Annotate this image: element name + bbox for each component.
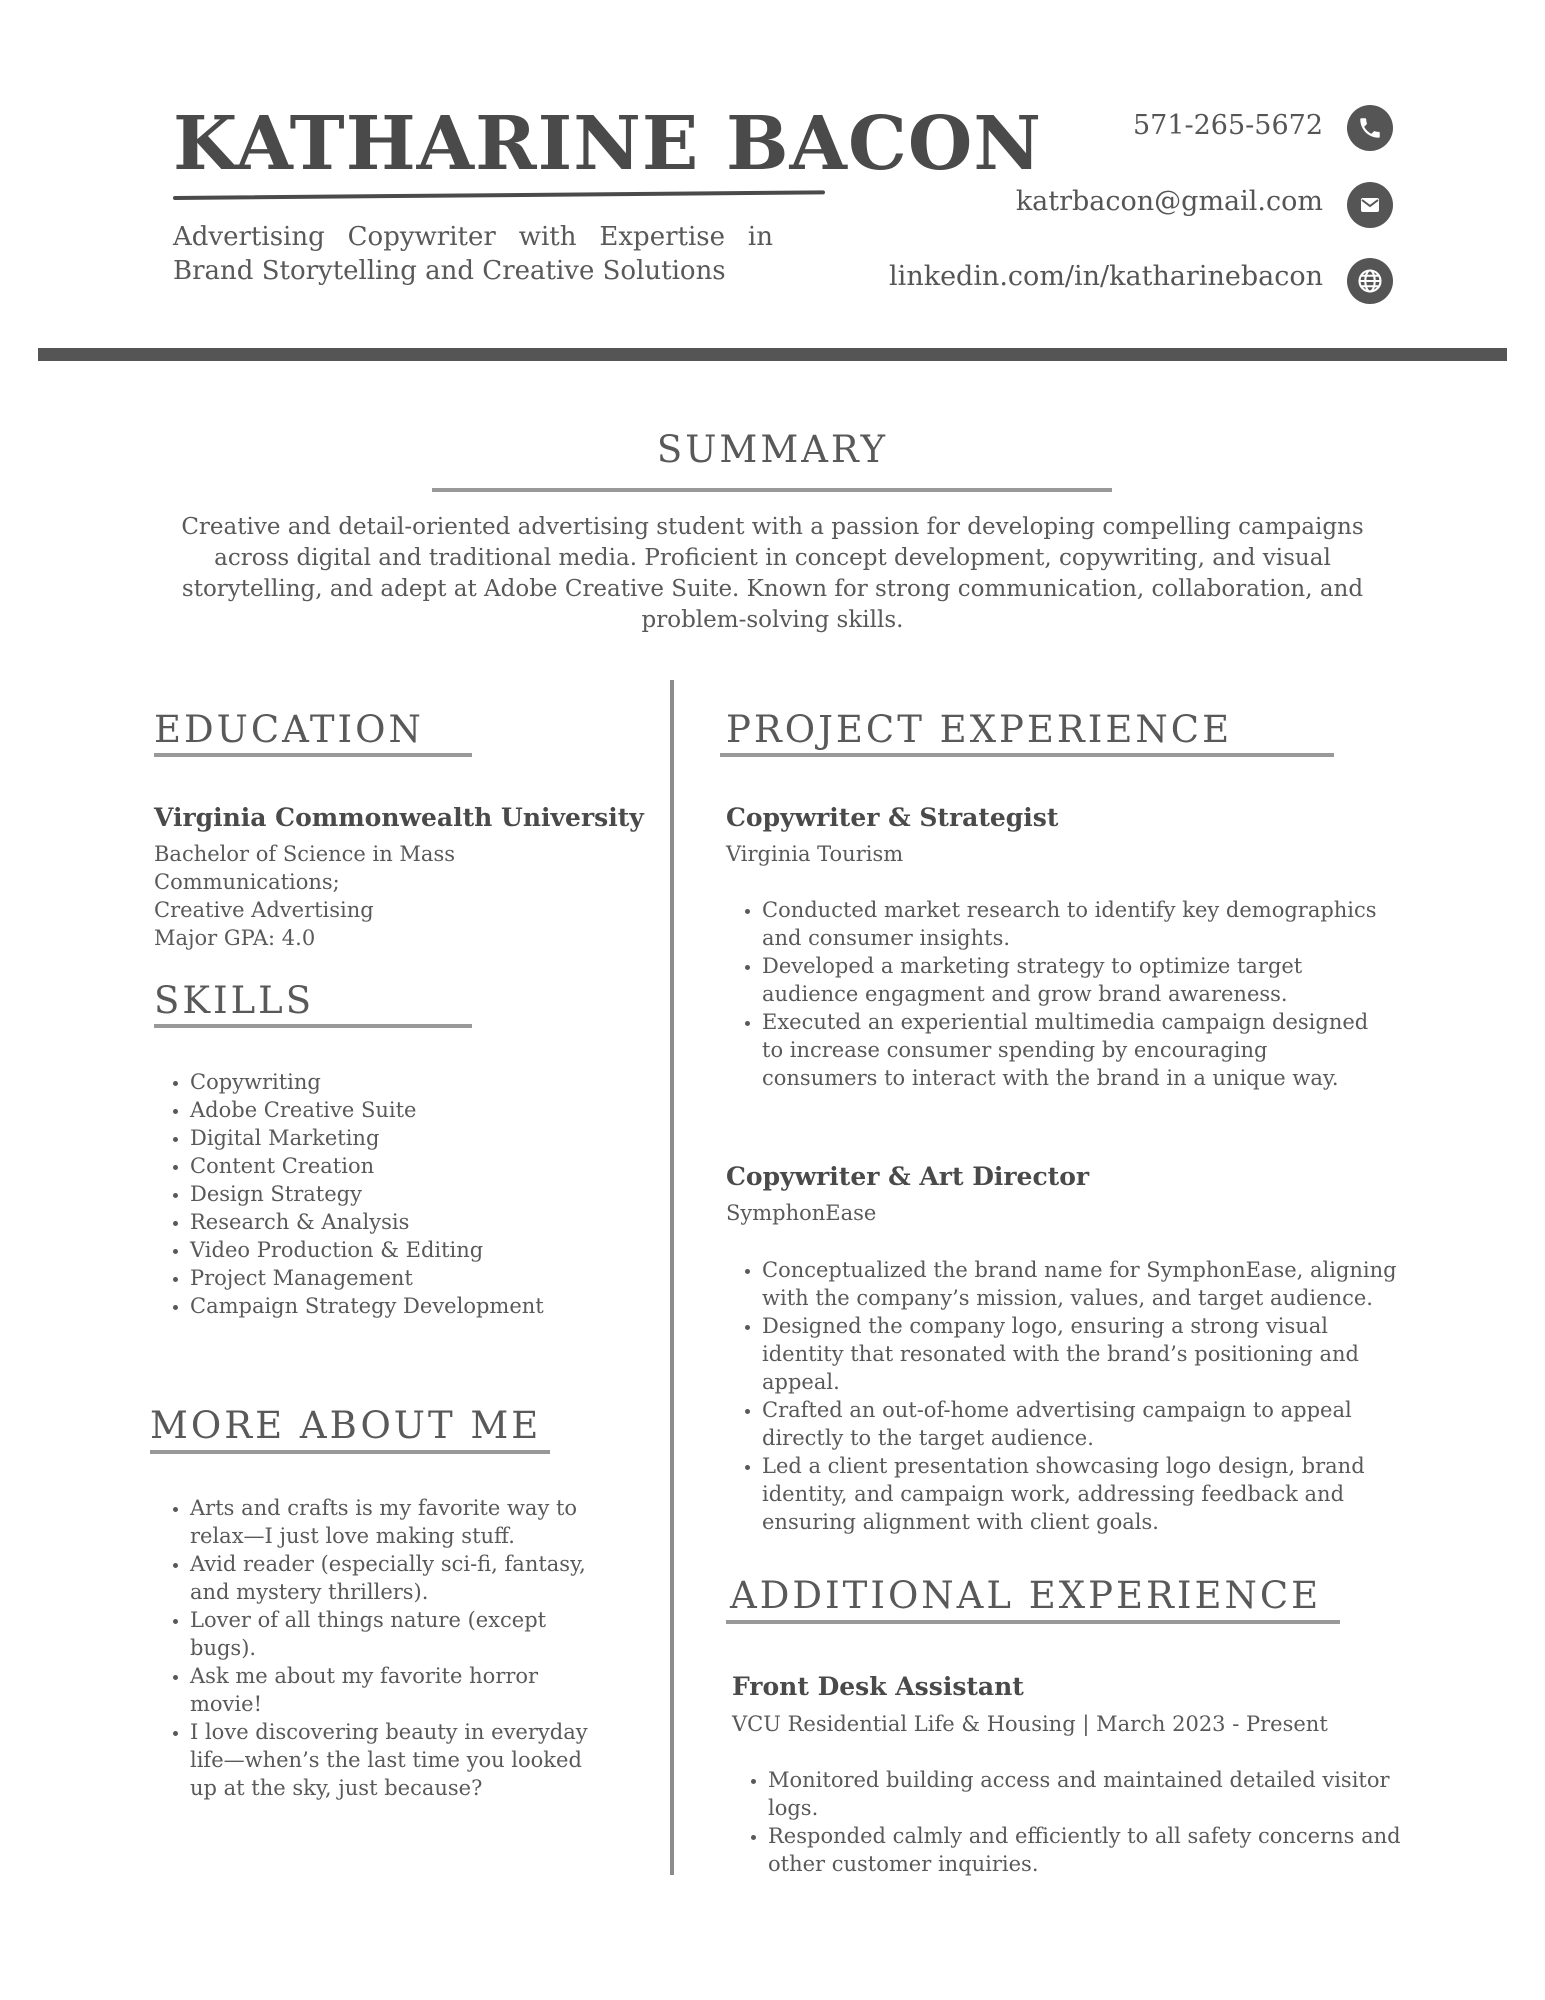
school-name: Virginia Commonwealth University [154,803,644,832]
education-details [154,840,634,952]
summary-text: Creative and detail-oriented advertising student with a passion for developing compelling campaigns across digital and traditional media. Proficient in concept development, copywriting, and visual storytelling, and adept at Adobe Creative Suite. Known for strong communication, collaboration, and problem-solving skills. [181,514,1364,633]
list-item: • Avid reader (especially sci-fi, fantasy, and mystery thrillers). [190,1550,599,1606]
list-item: • Research & Analysis [190,1208,634,1236]
concentration: Creative Advertising [154,898,374,922]
skills-list [154,1068,634,1320]
list-item: • Responded calmly and efficiently to all safety concerns and other customer inquiries. [768,1822,1404,1878]
email-address[interactable]: katrbacon@gmail.com [1015,186,1323,217]
list-item: • I love discovering beauty in everyday life—when’s the last time you looked up at the sky, just because? [190,1718,599,1802]
education-heading: EDUCATION [154,708,424,751]
degree: Bachelor of Science in Mass Communications; [154,842,456,894]
skills-heading: SKILLS [154,979,315,1022]
about-list [154,1494,599,1802]
list-item: • Ask me about my favorite horror movie! [190,1662,599,1718]
project-experience-heading: PROJECT EXPERIENCE [726,708,1233,751]
list-item: • Project Management [190,1264,634,1292]
phone-number[interactable]: 571-265-5672 [1132,110,1323,141]
header-divider [38,348,1507,361]
summary-heading: SUMMARY [656,428,889,471]
additional-org: VCU Residential Life & Housing | March 2023 - Present [732,1712,1328,1736]
project-org: SymphonEase [726,1201,877,1225]
project-org: Virginia Tourism [726,842,904,866]
gpa: Major GPA: 4.0 [154,926,316,950]
about-rule [150,1450,550,1454]
list-item: • Conceptualized the brand name for SymphonEase, aligning with the company’s mission, values, and target audience. [762,1256,1402,1312]
list-item: • Adobe Creative Suite [190,1096,634,1124]
additional-role: Front Desk Assistant [732,1672,1024,1701]
tagline: Advertising Copywriter with Expertise in Brand Storytelling and Creative Solutions [173,222,773,286]
list-item: • Video Production & Editing [190,1236,634,1264]
list-item: • Campaign Strategy Development [190,1292,634,1320]
name-underline [173,190,825,200]
column-divider [670,680,674,1875]
project-role: Copywriter & Strategist [726,803,1059,832]
list-item: • Digital Marketing [190,1124,634,1152]
phone-icon [1347,105,1393,151]
list-item: • Led a client presentation showcasing logo design, brand identity, and campaign work, addressing feedback and ensuring alignment with client goals. [762,1452,1402,1536]
skills-rule [154,1024,472,1028]
list-item: • Copywriting [190,1068,634,1096]
globe-icon [1347,258,1393,304]
project-experience-rule [720,753,1334,757]
list-item: • Crafted an out-of-home advertising campaign to appeal directly to the target audience. [762,1396,1402,1452]
mail-icon [1347,182,1393,228]
summary-rule [432,488,1112,492]
additional-bullets [732,1766,1404,1878]
list-item: • Monitored building access and maintained detailed visitor logs. [768,1766,1404,1822]
project-role: Copywriter & Art Director [726,1162,1090,1191]
list-item: • Designed the company logo, ensuring a strong visual identity that resonated with the brand’s positioning and appeal. [762,1312,1402,1396]
education-rule [154,753,472,757]
project-bullets [726,896,1386,1092]
list-item: • Design Strategy [190,1180,634,1208]
list-item: • Conducted market research to identify key demographics and consumer insights. [762,896,1386,952]
list-item: • Executed an experiential multimedia campaign designed to increase consumer spending by encouraging consumers to interact with the brand in a unique way. [762,1008,1386,1092]
linkedin-url[interactable]: linkedin.com/in/katharinebacon [889,261,1323,292]
list-item: • Arts and crafts is my favorite way to relax—I just love making stuff. [190,1494,599,1550]
full-name: KATHARINE BACON [173,101,1042,187]
additional-experience-heading: ADDITIONAL EXPERIENCE [730,1574,1322,1617]
project-bullets [726,1256,1402,1536]
list-item: • Content Creation [190,1152,634,1180]
list-item: • Developed a marketing strategy to optimize target audience engagment and grow brand awareness. [762,952,1386,1008]
list-item: • Lover of all things nature (except bugs). [190,1606,599,1662]
about-heading: MORE ABOUT ME [150,1404,542,1447]
additional-experience-rule [726,1620,1340,1624]
